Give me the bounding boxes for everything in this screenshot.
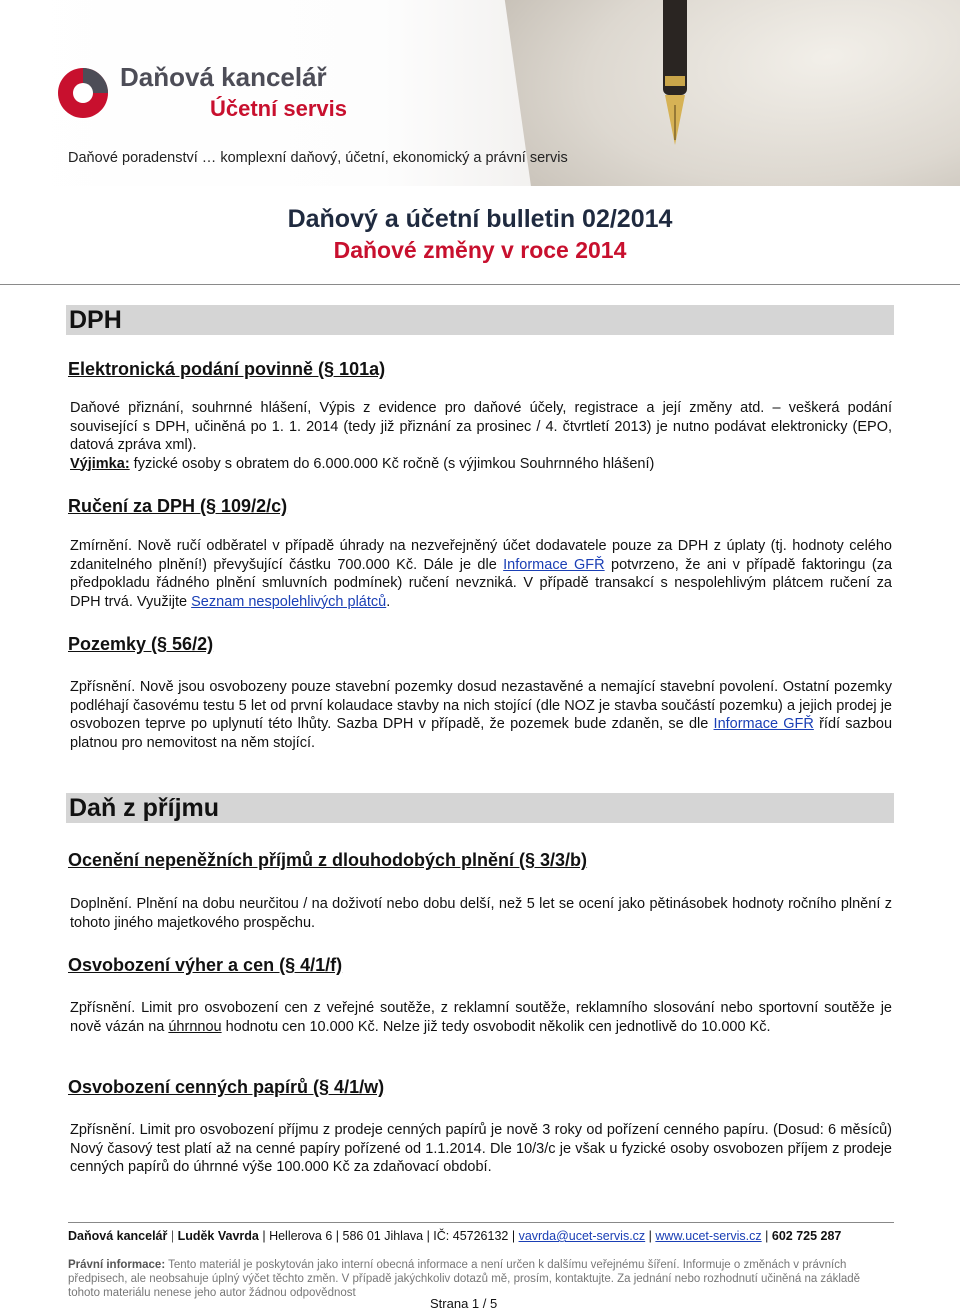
paragraph-land: Zpřísnění. Nově jsou osvobozeny pouze stavební pozemky dosud nezastavěné a nemající stavební povolení. Ostatní pozemky podléhají časovému testu 5 let od první kolaudace stavby na nich stojící (dle NOZ je stavba součástí pozemku) a jejich prodej je osvobozen teprve po uplynutí této lhůty. Sazba DPH v případě, že pozemek bude zdaněn, se dle Informace GFŘ řídí sazbou platnou pro nemovitost na něm stojící. — [70, 679, 893, 751]
heading-non-monetary-income: Ocenění nepeněžních příjmů z dlouhodobých plnění (§ 3/3/b) — [68, 850, 588, 870]
heading-prizes-exemption: Osvobození výher a cen (§ 4/1/f) — [68, 955, 343, 975]
heading-vat-liability: Ručení za DPH (§ 109/2/c) — [68, 496, 288, 516]
footer-legal-notice: Právní informace: Tento materiál je poskytován jako interní obecná informace a není určen k dalšímu veřejnému šíření. Informuje o změnách v právních předpisech, ale neobsahuje úplný výčet těchto změn. V případě jakýchkoliv dotazů mě, prosím, kontaktujte. Za jednání nebo rozhodnutí učiněná na základě tohoto materiálu nenese jeho autor žádnou odpovědnost — [68, 1259, 861, 1299]
page-number: Strana 1 / 5 — [430, 1296, 498, 1311]
footer-contact: Daňová kancelář | Luděk Vavrda | Hellerova 6 | 586 01 Jihlava | IČ: 45726132 | vavrda@ucet-servis.cz | www.ucet-servis.cz | 602 725 287 — [68, 1229, 842, 1243]
section-heading-income-tax: Daň z příjmu — [66, 793, 894, 823]
page-header — [0, 0, 960, 186]
section-heading-dph: DPH — [66, 305, 894, 335]
footer-divider — [68, 1222, 894, 1223]
header-photo-background — [504, 0, 960, 186]
footer-web-link[interactable]: www.ucet-servis.cz — [655, 1229, 762, 1243]
header-tagline: Daňové poradenství … komplexní daňový, účetní, ekonomický a právní servis — [68, 150, 568, 166]
link-informace-gfr-2[interactable]: Informace GFŘ — [713, 716, 814, 732]
paragraph-non-monetary-income: Doplnění. Plnění na dobu neurčitou / na doživotí nebo dobu delší, než 5 let se ocení jako pětinásobek hodnoty ročního plnění z tohoto jiného majetkového prospěchu. — [70, 896, 892, 931]
paragraph-electronic-filing: Daňové přiznání, souhrnné hlášení, Výpis z evidence pro daňové účely, registrace a její změny atd. – veškerá podání související s DPH, učiněná po 1. 1. 2014 (tedy již přiznání za prosinec / 4. čtvrtletí 2013) je nutno podávat elektronicky (EPO, datová zpráva xml). Výjimka: fyzické osoby s obratem do 6.000.000 Kč ročně (s výjimkou Souhrnného hlášení) — [70, 400, 892, 472]
bulletin-title: Daňový a účetní bulletin 02/2014 — [287, 205, 673, 233]
link-informace-gfr-1[interactable]: Informace GFŘ — [503, 556, 605, 573]
title-divider — [0, 284, 960, 285]
exception-label: Výjimka: — [70, 455, 130, 472]
paragraph-vat-liability: Zmírnění. Nově ručí odběratel v případě úhrady na nezveřejněný účet dodavatele pouze za DPH z úplaty (tj. hodnoty celého zdanitelného plnění!) převyšující částku 700.000 Kč. Dále je dle Informace GFŘ potvrzeno, že ani v případě faktoringu (za předpokladu řádného plnění smluvních podmínek) ručení nevzniká. V případě transakcí s nespolehlivým plátcem ručení za DPH trvá. Využijte Seznam nespolehlivých plátců. — [70, 538, 893, 610]
logo-company-name: Daňová kancelář — [120, 62, 327, 92]
heading-land: Pozemky (§ 56/2) — [68, 634, 214, 654]
footer-phone: 602 725 287 — [771, 1229, 842, 1243]
bulletin-subtitle: Daňové změny v roce 2014 — [333, 237, 627, 263]
footer-email-link[interactable]: vavrda@ucet-servis.cz — [518, 1229, 646, 1243]
company-logo-icon — [56, 66, 110, 120]
link-unreliable-payers-list[interactable]: Seznam nespolehlivých plátců — [191, 593, 387, 610]
fountain-pen-image — [655, 0, 695, 145]
heading-securities-exemption: Osvobození cenných papírů (§ 4/1/w) — [68, 1077, 385, 1097]
heading-electronic-filing: Elektronická podání povinně (§ 101a) — [68, 359, 386, 379]
logo-service-name: Účetní servis — [210, 96, 347, 121]
paragraph-securities-exemption: Zpřísnění. Limit pro osvobození příjmu z prodeje cenných papírů je nově 3 roky od pořízení cenného papíru. (Dosud: 6 měsíců) Nový časový test platí až na cenné papíry pořízené od 1.1.2014. Dle 10/3/c je však u fyzické osoby osvobozen příjem z prodeje cenných papírů do úhrnné výše 100.000 Kč za zdaňovací období. — [70, 1122, 892, 1175]
underlined-word: úhrnnou — [168, 1018, 222, 1035]
paragraph-prizes-exemption: Zpřísnění. Limit pro osvobození cen z veřejné soutěže, z reklamní soutěže, reklamního slosování nebo sportovní soutěže je nově vázán na úhrnnou hodnotu cen 10.000 Kč. Nelze již tedy osvobodit několik cen jednotlivě do 10.000 Kč. — [70, 1000, 892, 1035]
